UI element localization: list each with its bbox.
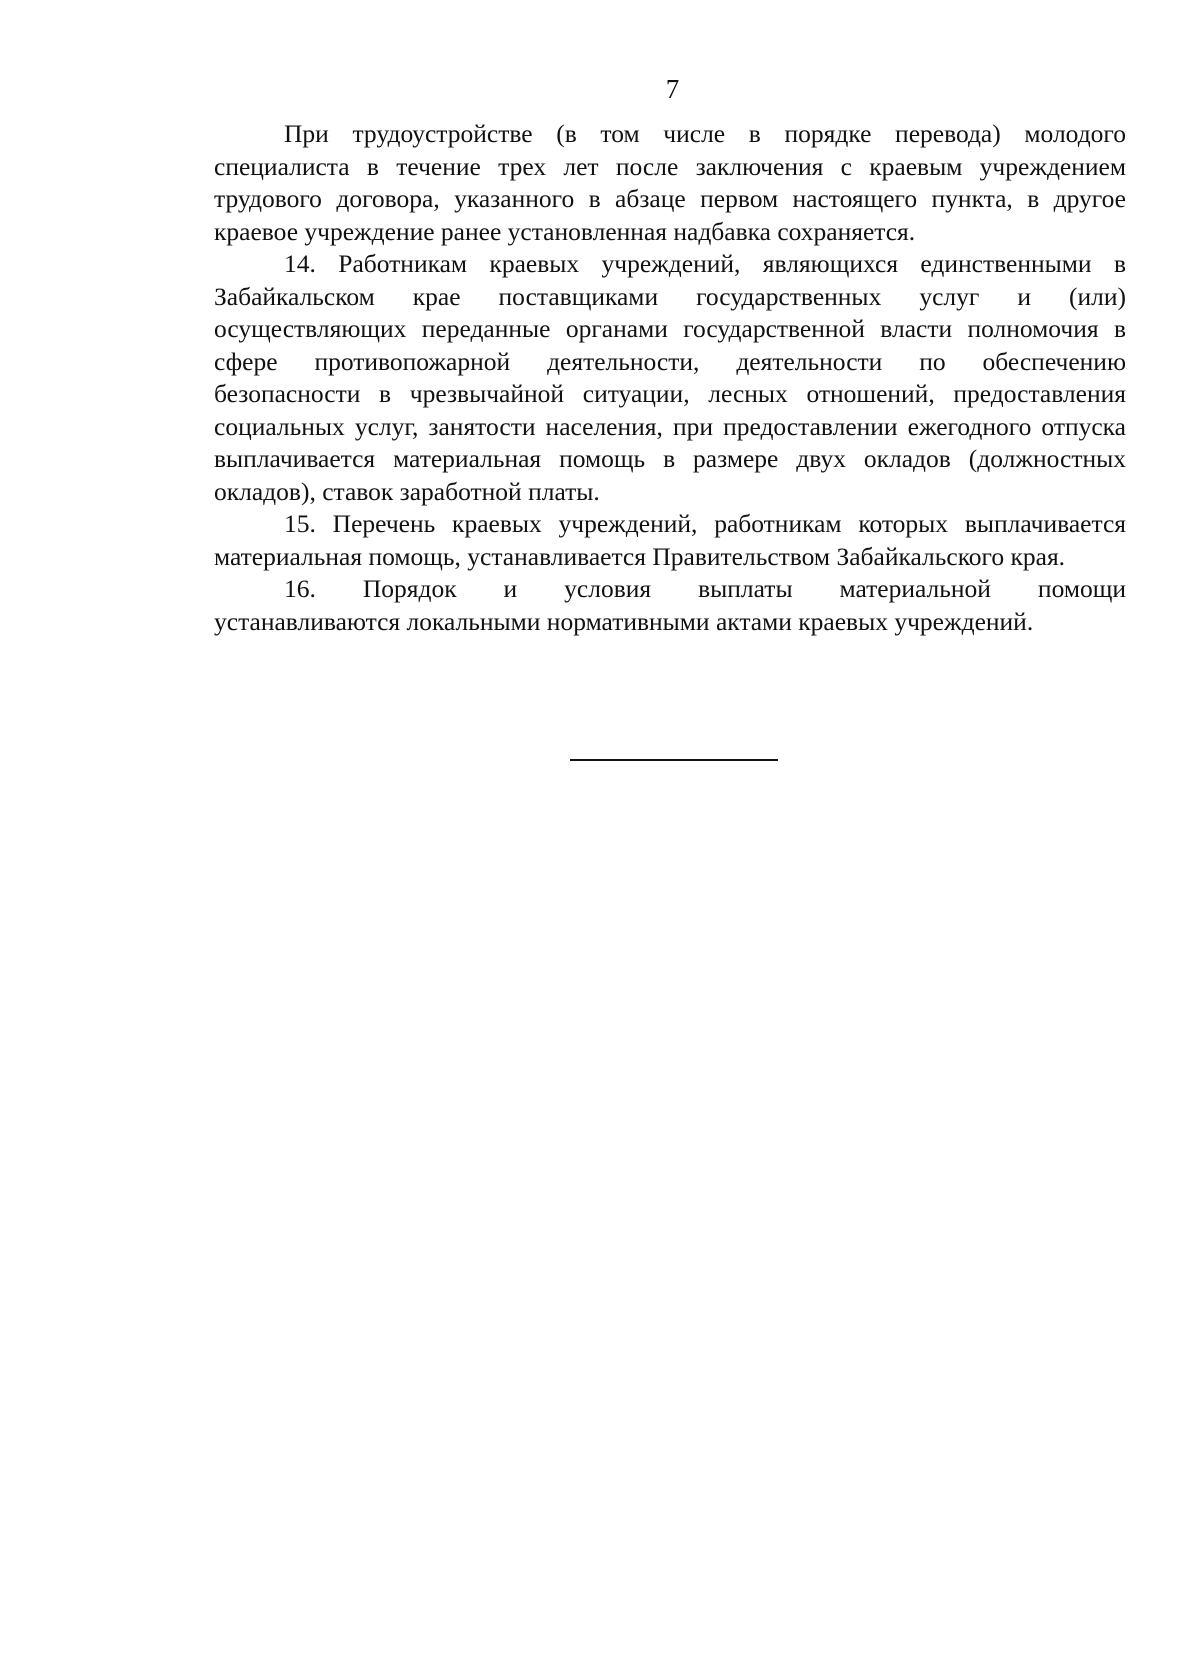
paragraph-continuation: При трудоустройстве (в том числе в порядке перевода) молодого специалиста в течение трех лет после заключения с краевым учреждением трудового договора, указанного в абзаце первом настоящего пункта, в другое краевое учреждение ранее установленная надбавка сохраняется. [214, 119, 1126, 246]
paragraph-15: 15. Перечень краевых учреждений, работникам которых выплачивается материальная помощь, устанавливается Правительством Забайкальского края. [214, 509, 1126, 571]
paragraph-14: 14. Работникам краевых учреждений, являющихся единственными в Забайкальском крае поставщиками государственных услуг и (или) осуществляющих переданные органами государственной власти полномочия в сфере противопожарной деятельности, деятельности по обеспечению безопасности в чрезвычайной ситуации, лесных отношений, предоставления социальных услуг, занятости населения, при предоставлении ежегодного отпуска выплачивается материальная помощь в размере двух окладов (должностных окладов), ставок заработной платы. [214, 249, 1126, 506]
paragraph-16 [214, 573, 1126, 638]
paragraph-16-line-1: 16. Порядок и условия выплаты материальной помощи [284, 574, 1126, 603]
end-separator-line [570, 759, 778, 761]
page-number: 7 [665, 74, 680, 104]
document-body [214, 118, 1126, 638]
paragraph-16-line-2: устанавливаются локальными нормативными актами краевых учреждений. [214, 606, 1034, 636]
